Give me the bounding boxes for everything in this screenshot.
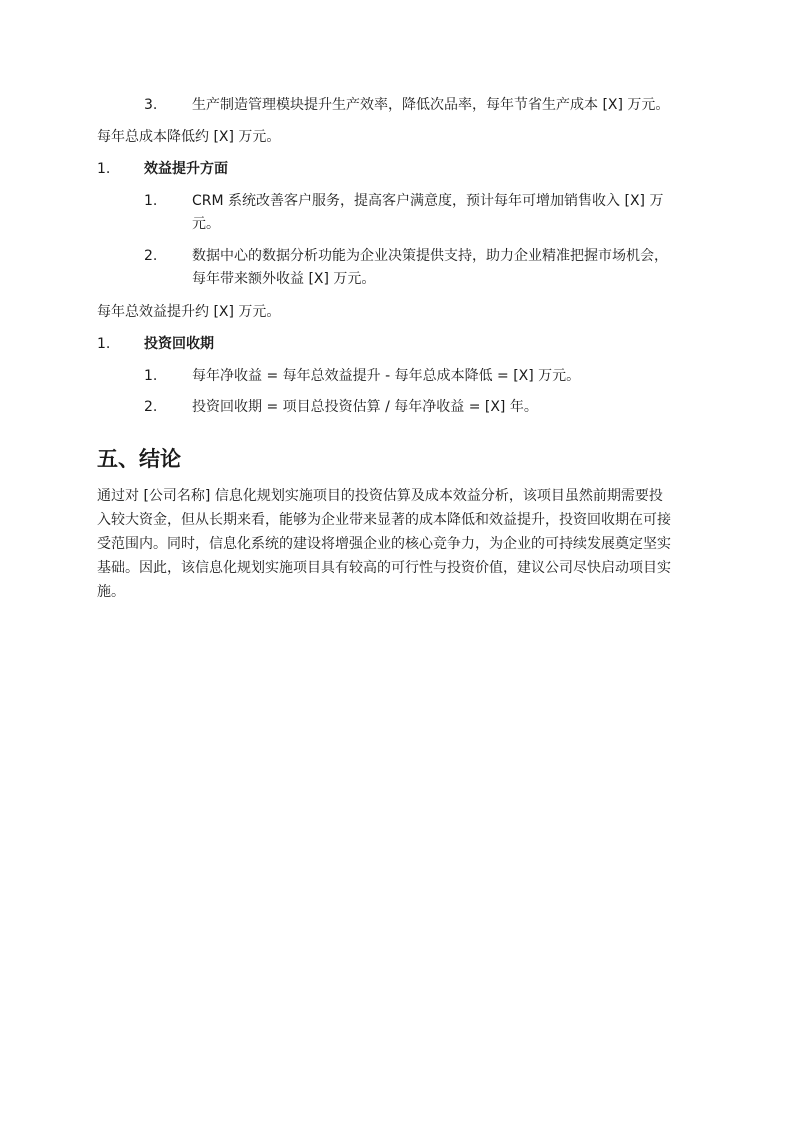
- paragraph-line: 受范围内。同时，信息化系统的建设将增强企业的核心竞争力，为企业的可持续发展奠定坚实: [97, 536, 671, 552]
- list-item-text: CRM 系统改善客户服务，提高客户满意度，预计每年可增加销售收入 [X] 万: [192, 193, 664, 209]
- paragraph-line: 基础。因此，该信息化规划实施项目具有较高的可行性与投资价值，建议公司尽快启动项目实: [97, 560, 671, 576]
- list-number: 1.: [144, 193, 158, 209]
- paragraph-line: 入较大资金，但从长期来看，能够为企业带来显著的成本降低和效益提升，投资回收期在可接: [97, 512, 671, 528]
- list-item-text: 每年净收益 = 每年总效益提升 - 每年总成本降低 = [X] 万元。: [192, 368, 581, 384]
- list-item-text: 投资回收期 = 项目总投资估算 / 每年净收益 = [X] 年。: [192, 399, 538, 415]
- list-item-text: 生产制造管理模块提升生产效率，降低次品率，每年节省生产成本 [X] 万元。: [192, 97, 670, 113]
- list-number: 1.: [97, 161, 111, 177]
- list-item-text: 每年带来额外收益 [X] 万元。: [192, 271, 376, 287]
- list-number: 2.: [144, 248, 158, 264]
- list-number: 1.: [97, 336, 111, 352]
- section-heading: 五、结论: [97, 447, 181, 471]
- section-subtitle: 投资回收期: [144, 336, 214, 352]
- cost-summary: 每年总成本降低约 [X] 万元。: [97, 129, 281, 145]
- list-item-text: 数据中心的数据分析功能为企业决策提供支持，助力企业精准把握市场机会，: [192, 248, 668, 264]
- section-subtitle: 效益提升方面: [144, 161, 228, 177]
- paragraph-line: 施。: [97, 584, 125, 600]
- list-item-text: 元。: [192, 216, 220, 232]
- list-number: 1.: [144, 368, 158, 384]
- list-number: 2.: [144, 399, 158, 415]
- paragraph-line: 通过对 [公司名称] 信息化规划实施项目的投资估算及成本效益分析，该项目虽然前期需要投: [97, 488, 663, 504]
- conclusion-paragraph: [97, 484, 707, 604]
- benefit-summary: 每年总效益提升约 [X] 万元。: [97, 304, 281, 320]
- list-number: 3.: [144, 97, 158, 113]
